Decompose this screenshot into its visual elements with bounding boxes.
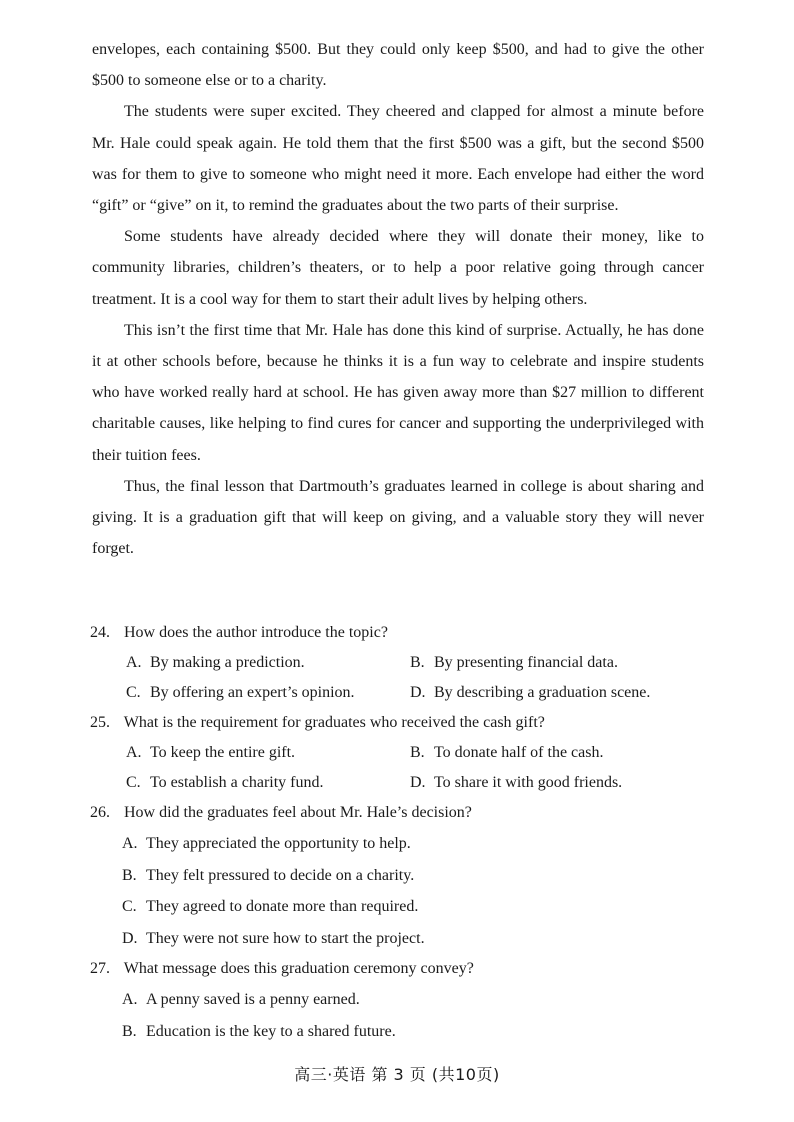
question-number: 24.: [90, 624, 110, 641]
option-text: By presenting financial data.: [434, 654, 618, 671]
options-row: [90, 648, 710, 678]
option-text: By making a prediction.: [150, 654, 305, 671]
page-footer: 高三·英语 第 3 页 (共10页): [294, 1065, 500, 1084]
option-text: They were not sure how to start the project.: [146, 929, 425, 947]
option-a[interactable]: [90, 828, 710, 860]
option-text: They felt pressured to decide on a charity.: [146, 866, 415, 884]
question-text: What message does this graduation ceremony convey?: [123, 960, 474, 977]
option-letter: A.: [126, 654, 142, 671]
option-letter: D.: [410, 684, 426, 701]
option-a[interactable]: [126, 648, 305, 678]
question-stem: [90, 954, 710, 984]
options-row: [90, 768, 710, 798]
question-number: 27.: [90, 960, 110, 977]
option-text: By describing a graduation scene.: [434, 684, 651, 701]
passage-paragraph: The students were super excited. They cheered and clapped for almost a minute before Mr. Hale could speak again. He told them that the first $500 was a gift, but the second $500 was for them to give to someone who might need it more. Each envelope had either the word “gift” or “give” on it, to remind the graduates about the two parts of their surprise.: [92, 103, 704, 215]
passage-paragraph: envelopes, each containing $500. But they could only keep $500, and had to give the other $500 to someone else or to a charity.: [92, 41, 704, 90]
option-letter: D.: [122, 929, 138, 947]
options-row: [90, 678, 710, 708]
option-text: Education is the key to a shared future.: [146, 1022, 396, 1040]
option-text: They agreed to donate more than required.: [146, 898, 419, 915]
option-c[interactable]: [126, 768, 324, 798]
option-letter: C.: [122, 898, 137, 915]
option-text: To establish a charity fund.: [150, 774, 324, 791]
option-c[interactable]: [90, 891, 710, 923]
question-stem: [90, 618, 710, 648]
question-27: [90, 954, 710, 1047]
question-24: [90, 618, 710, 708]
option-letter: D.: [410, 774, 426, 791]
question-text: How did the graduates feel about Mr. Hale’s decision?: [124, 804, 472, 821]
question-26: [90, 798, 710, 954]
option-letter: A.: [122, 835, 138, 852]
option-b[interactable]: [90, 860, 710, 892]
option-text: To donate half of the cash.: [434, 744, 604, 761]
question-25: [90, 708, 710, 798]
option-text: To share it with good friends.: [434, 774, 623, 791]
option-d[interactable]: [90, 923, 710, 955]
reading-passage: [92, 34, 704, 564]
option-b[interactable]: [410, 648, 618, 678]
option-text: They appreciated the opportunity to help.: [146, 835, 411, 852]
option-letter: B.: [410, 744, 425, 761]
option-d[interactable]: [410, 678, 650, 708]
option-text: To keep the entire gift.: [150, 744, 296, 761]
option-d[interactable]: [410, 768, 622, 798]
option-letter: A.: [126, 744, 142, 761]
option-text: By offering an expert’s opinion.: [150, 684, 355, 701]
question-number: 26.: [90, 804, 110, 821]
question-text: How does the author introduce the topic?: [124, 624, 388, 641]
question-list: [90, 618, 710, 1047]
option-letter: B.: [122, 866, 137, 884]
option-a[interactable]: [126, 738, 295, 768]
option-c[interactable]: [126, 678, 355, 708]
option-b[interactable]: [410, 738, 603, 768]
options-row: [90, 738, 710, 768]
option-letter: B.: [410, 654, 425, 671]
passage-paragraph: This isn’t the first time that Mr. Hale has done this kind of surprise. Actually, he has done it at other schools before, because he thinks it is a fun way to celebrate and inspire students who have worked really hard at school. He has given away more than $27 million to different charitable causes, like helping to find cures for cancer and supporting the underprivileged with their tuition fees.: [92, 321, 704, 464]
option-text: A penny saved is a penny earned.: [146, 991, 360, 1008]
option-letter: B.: [122, 1022, 137, 1040]
question-text: What is the requirement for graduates who received the cash gift?: [123, 714, 545, 731]
option-letter: A.: [122, 991, 138, 1008]
option-letter: C.: [126, 684, 141, 701]
passage-paragraph: Thus, the final lesson that Dartmouth’s graduates learned in college is about sharing and giving. It is a graduation gift that will keep on giving, and a valuable story they will never forget.: [92, 477, 704, 558]
option-letter: C.: [126, 774, 141, 791]
question-number: 25.: [90, 714, 110, 731]
option-a[interactable]: [90, 984, 710, 1016]
question-stem: [90, 708, 710, 738]
passage-paragraph: Some students have already decided where they will donate their money, like to community libraries, children’s theaters, or to help a poor relative going through cancer treatment. It is a cool way for them to start their adult lives by helping others.: [92, 228, 704, 308]
question-stem: [90, 798, 710, 828]
option-b[interactable]: [90, 1016, 710, 1048]
